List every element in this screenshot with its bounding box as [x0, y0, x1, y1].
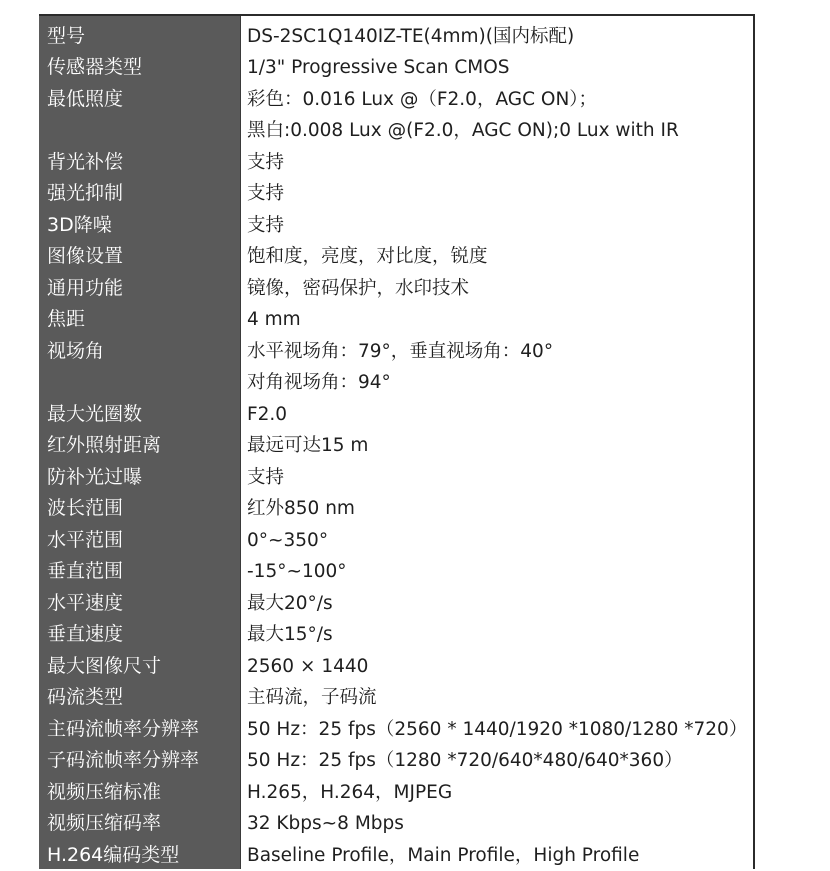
spec-row	[39, 210, 753, 242]
spec-label: 红外照射距离	[47, 430, 161, 462]
spec-row	[39, 808, 753, 840]
spec-label: 垂直范围	[47, 556, 123, 588]
spec-row	[39, 336, 753, 368]
spec-label: H.264编码类型	[47, 840, 179, 871]
spec-row	[39, 147, 753, 179]
spec-row	[39, 777, 753, 809]
spec-value: 主码流，子码流	[247, 682, 377, 714]
spec-row	[39, 241, 753, 273]
spec-value: 50 Hz：25 fps（1280 *720/640*480/640*360）	[247, 745, 683, 777]
spec-value: 最大20°/s	[247, 588, 333, 620]
spec-value: 红外850 nm	[247, 493, 355, 525]
spec-value: -15°~100°	[247, 556, 347, 588]
spec-row	[39, 304, 753, 336]
spec-label: 垂直速度	[47, 619, 123, 651]
spec-value: 饱和度，亮度，对比度，锐度	[247, 241, 488, 273]
spec-value: 最远可达15 m	[247, 430, 368, 462]
spec-label: 型号	[47, 21, 85, 53]
spec-label: 视频压缩码率	[47, 808, 161, 840]
spec-label: 3D降噪	[47, 210, 112, 242]
spec-label: 背光补偿	[47, 147, 123, 179]
spec-row	[39, 21, 753, 53]
spec-label: 波长范围	[47, 493, 123, 525]
spec-value: 黑白:0.008 Lux @(F2.0，AGC ON);0 Lux with IR	[247, 115, 679, 147]
spec-label: 视场角	[47, 336, 104, 368]
spec-row	[39, 556, 753, 588]
spec-value: 0°~350°	[247, 525, 328, 557]
spec-table	[39, 14, 755, 869]
spec-value: 2560 × 1440	[247, 651, 368, 683]
spec-value: H.265，H.264，MJPEG	[247, 777, 452, 809]
spec-label: 防补光过曝	[47, 462, 142, 494]
spec-row	[39, 430, 753, 462]
spec-label: 最大图像尺寸	[47, 651, 161, 683]
spec-label: 子码流帧率分辨率	[47, 745, 199, 777]
spec-label: 水平速度	[47, 588, 123, 620]
spec-value: DS-2SC1Q140IZ-TE(4mm)(国内标配)	[247, 21, 574, 53]
spec-label: 主码流帧率分辨率	[47, 714, 199, 746]
spec-row	[39, 399, 753, 431]
spec-label: 通用功能	[47, 273, 123, 305]
spec-value: Baseline Profile，Main Profile，High Profile	[247, 840, 639, 871]
spec-row	[39, 619, 753, 651]
spec-value: 镜像，密码保护，水印技术	[247, 273, 469, 305]
spec-value: 水平视场角：79°，垂直视场角：40°	[247, 336, 553, 368]
spec-value: 50 Hz：25 fps（2560 * 1440/1920 *1080/1280 *720）	[247, 714, 747, 746]
spec-label: 视频压缩标准	[47, 777, 161, 809]
spec-row	[39, 52, 753, 84]
spec-row	[39, 273, 753, 305]
spec-value: 支持	[247, 462, 284, 494]
spec-row	[39, 651, 753, 683]
spec-label: 最低照度	[47, 84, 123, 116]
spec-label: 强光抑制	[47, 178, 123, 210]
spec-row	[39, 840, 753, 871]
spec-label: 图像设置	[47, 241, 123, 273]
spec-row	[39, 682, 753, 714]
spec-value: 支持	[247, 178, 284, 210]
spec-value: 4 mm	[247, 304, 301, 336]
spec-value: 1/3" Progressive Scan CMOS	[247, 52, 510, 84]
spec-value: 支持	[247, 210, 284, 242]
spec-row	[39, 714, 753, 746]
spec-value: F2.0	[247, 399, 287, 431]
spec-row	[39, 525, 753, 557]
spec-row	[39, 115, 753, 147]
spec-label: 焦距	[47, 304, 85, 336]
spec-row	[39, 84, 753, 116]
spec-row	[39, 462, 753, 494]
spec-row	[39, 493, 753, 525]
spec-label: 码流类型	[47, 682, 123, 714]
spec-value: 支持	[247, 147, 284, 179]
spec-label: 水平范围	[47, 525, 123, 557]
spec-value: 对角视场角：94°	[247, 367, 391, 399]
spec-value: 最大15°/s	[247, 619, 333, 651]
spec-label: 传感器类型	[47, 52, 142, 84]
spec-row	[39, 745, 753, 777]
spec-value: 彩色：0.016 Lux @（F2.0，AGC ON）；	[247, 84, 597, 116]
spec-value: 32 Kbps~8 Mbps	[247, 808, 404, 840]
spec-row	[39, 588, 753, 620]
spec-row	[39, 367, 753, 399]
spec-row	[39, 178, 753, 210]
spec-label: 最大光圈数	[47, 399, 142, 431]
